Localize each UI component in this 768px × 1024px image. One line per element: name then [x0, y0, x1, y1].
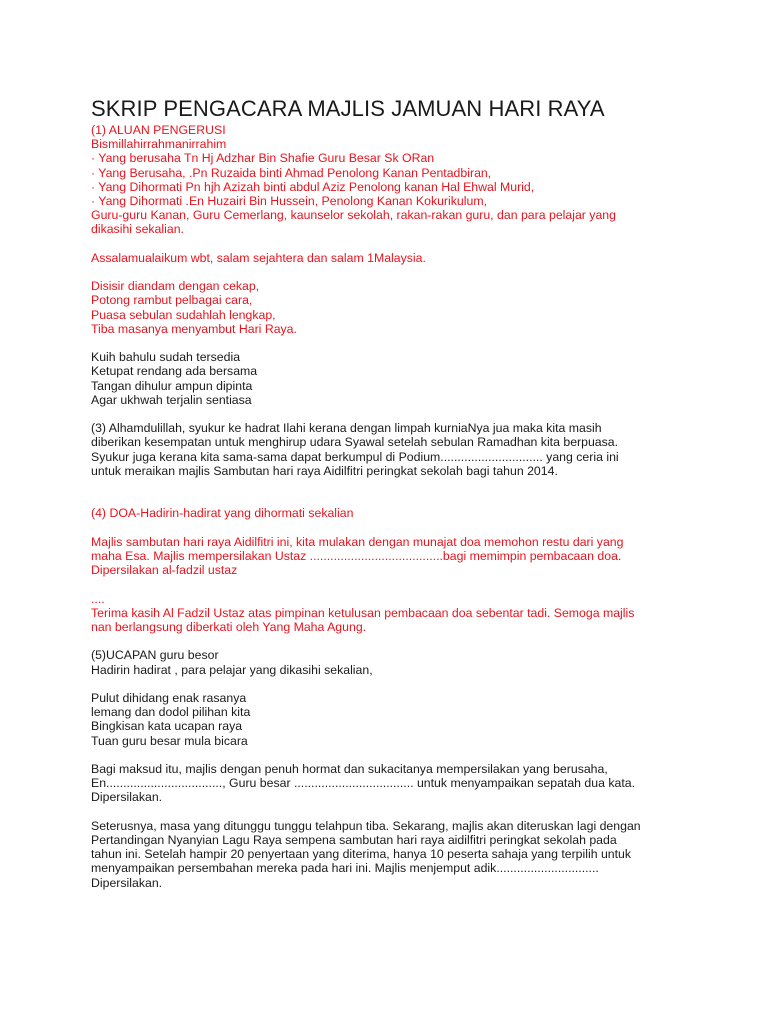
- pantun-line: Tiba masanya menyambut Hari Raya.: [91, 321, 297, 336]
- text-line: Guru-guru Kanan, Guru Cemerlang, kaunselor sekolah, rakan-rakan guru, dan para pelajar yang: [91, 208, 616, 223]
- text-line: maha Esa. Majlis mempersilakan Ustaz .......................................bagi memimpin pembacaan doa.: [91, 549, 622, 563]
- pantun-line: lemang dan dodol pilihan kita: [91, 705, 251, 720]
- text-line: Syukur juga kerana kita sama-sama dapat berkumpul di Podium.............................. yang ceria ini: [91, 449, 619, 464]
- text-line: Dipersilakan.: [91, 790, 163, 805]
- text-line: Majlis sambutan hari raya Aidilfitri ini, kita mulakan dengan munajat doa memohon restu dari yang: [91, 534, 624, 549]
- document-page: [91, 96, 731, 890]
- text-line: Terima kasih Al Fadzil Ustaz atas pimpinan ketulusan pembacaan doa sebentar tadi. Semoga majlis: [91, 605, 635, 620]
- pantun-line: Tuan guru besar mula bicara: [91, 733, 248, 748]
- pantun-line: Disisir diandam dengan cekap,: [91, 279, 260, 294]
- section-heading-ucapan: (5)UCAPAN guru besor: [91, 648, 219, 663]
- pantun-line: Agar ukhwah terjalin sentiasa: [91, 392, 252, 407]
- text-line: nan berlangsung diberkati oleh Yang Maha Agung.: [91, 620, 367, 634]
- text-line: (3) Alhamdulillah, syukur ke hadrat Ilahi kerana dengan limpah kurniaNya jua maka kita masih: [91, 421, 602, 436]
- pantun-line: Puasa sebulan sudahlah lengkap,: [91, 307, 276, 322]
- text-line: · Yang Dihormati Pn hjh Azizah binti abdul Aziz Penolong kanan Hal Ehwal Murid,: [91, 179, 535, 194]
- greeting-line: Assalamualaikum wbt, salam sejahtera dan salam 1Malaysia.: [91, 250, 426, 265]
- text-line: tahun ini. Setelah hampir 20 penyertaan yang diterima, hanya 10 peserta sahaja yang terpilih untuk: [91, 847, 632, 862]
- text-line: dikasihi sekalian.: [91, 222, 184, 237]
- document-title: SKRIP PENGACARA MAJLIS JAMUAN HARI RAYA: [91, 96, 605, 121]
- text-line: untuk meraikan majlis Sambutan hari raya Aidilfitri peringkat sekolah bagi tahun 2014.: [91, 463, 558, 478]
- text-line: Bismillahirrahmanirrahim: [91, 137, 227, 152]
- text-line: · Yang Berusaha, .Pn Ruzaida binti Ahmad Penolong Kanan Pentadbiran,: [91, 165, 492, 180]
- pantun-line: Potong rambut pelbagai cara,: [91, 293, 253, 308]
- text-line: Seterusnya, masa yang ditunggu tunggu telahpun tiba. Sekarang, majlis akan diteruskan lagi dengan: [91, 818, 641, 833]
- text-line: menyampaikan persembahan mereka pada hari ini. Majlis menjemput adik..............................: [91, 861, 599, 876]
- address-line: Hadirin hadirat , para pelajar yang dikasihi sekalian,: [91, 662, 373, 677]
- text-line: Pertandingan Nyanyian Lagu Raya sempena sambutan hari raya aidilfitri peringkat sekolah pada: [91, 832, 617, 847]
- text-line: diberikan kesempatan untuk menghirup udara Syawal setelah sebulan Ramadhan kita berpuasa.: [91, 435, 619, 450]
- text-line: Dipersilakan al-fadzil ustaz: [91, 563, 238, 578]
- text-line: · Yang Dihormati .En Huzairi Bin Hussein, Penolong Kanan Kokurikulum,: [91, 194, 487, 209]
- pantun-line: Pulut dihidang enak rasanya: [91, 690, 247, 705]
- pantun-line: Bingkisan kata ucapan raya: [91, 719, 243, 734]
- dots-line: ....: [91, 591, 105, 606]
- pantun-line: Ketupat rendang ada bersama: [91, 364, 258, 379]
- section-heading-doa: (4) DOA-Hadirin-hadirat yang dihormati sekalian: [91, 506, 354, 521]
- text-line: Dipersilakan.: [91, 875, 163, 890]
- text-line: · Yang berusaha Tn Hj Adzhar Bin Shafie Guru Besar Sk ORan: [91, 151, 435, 166]
- section-heading-aluan: (1) ALUAN PENGERUSI: [91, 123, 226, 137]
- text-line: En.................................., Guru besar ................................... untuk menyampaikan sepatah dua kata.: [91, 776, 636, 791]
- pantun-line: Kuih bahulu sudah tersedia: [91, 350, 241, 365]
- text-line: Bagi maksud itu, majlis dengan penuh hormat dan sukacitanya mempersilakan yang berusaha,: [91, 761, 608, 776]
- pantun-line: Tangan dihulur ampun dipinta: [91, 378, 253, 393]
